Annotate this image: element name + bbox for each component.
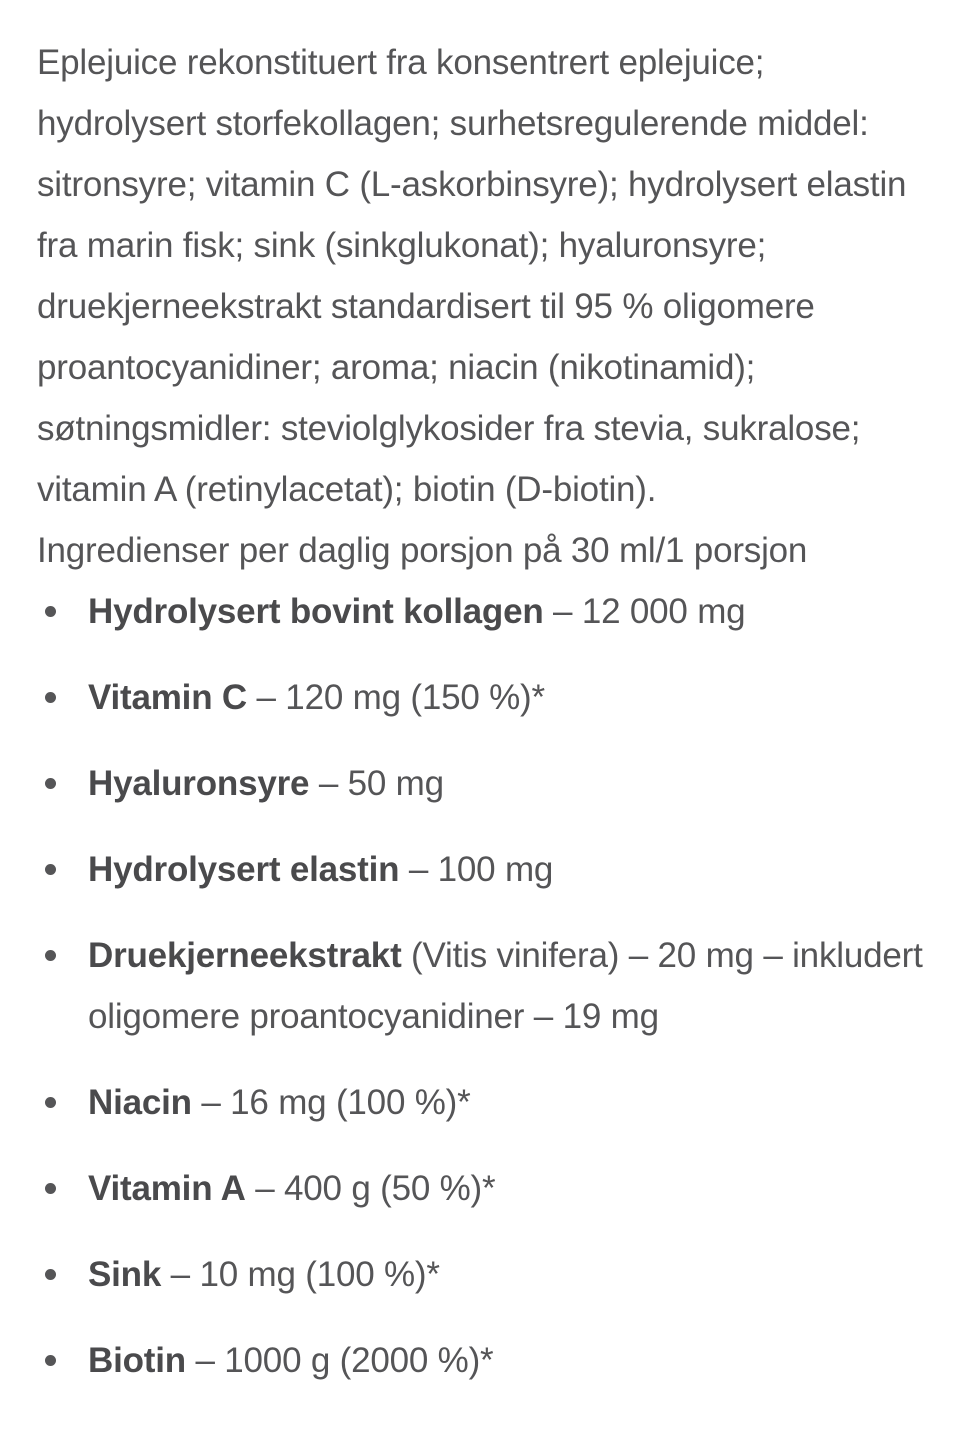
bullet-icon xyxy=(45,864,56,875)
nutrient-detail: – 1000 g (2000 %)* xyxy=(185,1341,494,1380)
list-item xyxy=(37,839,937,900)
nutrient-detail: – 100 mg xyxy=(399,850,554,889)
ingredients-content xyxy=(37,32,937,1416)
list-item xyxy=(37,581,937,642)
nutrient-name: Sink xyxy=(88,1255,162,1294)
list-item xyxy=(37,667,937,728)
bullet-icon xyxy=(45,1355,56,1366)
bullet-icon xyxy=(45,950,56,961)
list-item xyxy=(37,1158,937,1219)
nutrient-name: Vitamin A xyxy=(88,1169,246,1208)
nutrient-name: Biotin xyxy=(88,1341,186,1380)
nutrient-detail: – 16 mg (100 %)* xyxy=(191,1083,471,1122)
list-item xyxy=(37,1330,937,1391)
nutrient-detail: – 12 000 mg xyxy=(543,592,746,631)
list-item xyxy=(37,925,937,1047)
nutrient-list xyxy=(37,581,937,1391)
nutrient-name: Hydrolysert elastin xyxy=(88,850,400,889)
list-item xyxy=(37,1244,937,1305)
nutrient-name: Hyaluronsyre xyxy=(88,764,310,803)
nutrient-name: Hydrolysert bovint kollagen xyxy=(88,592,544,631)
bullet-icon xyxy=(45,1097,56,1108)
per-portion-intro: Ingredienser per daglig porsjon på 30 ml/1 porsjon xyxy=(37,531,808,570)
ingredients-paragraph: Eplejuice rekonstituert fra konsentrert eplejuice; hydrolysert storfekollagen; surhetsregulerende middel: sitronsyre; vitamin C (L-askorbinsyre); hydrolysert elastin fra marin fisk; sink (sinkglukonat); hyaluronsyre; druekjerneekstrakt standardisert til 95 % oligomere proantocyanidiner; aroma; niacin (nikotinamid); søtningsmidler: steviolglykosider fra stevia, sukralose; vitamin A (retinylacetat); biotin (D-biotin). xyxy=(37,43,907,509)
nutrient-name: Vitamin C xyxy=(88,678,247,717)
nutrient-detail: – 120 mg (150 %)* xyxy=(246,678,545,717)
nutrient-name: Druekjerneekstrakt xyxy=(88,936,402,975)
nutrient-detail: – 400 g (50 %)* xyxy=(245,1169,496,1208)
nutrient-detail: (Vitis vinifera) – 20 mg – inkludert oligomere proantocyanidiner – 19 mg xyxy=(88,936,923,1036)
bullet-icon xyxy=(45,606,56,617)
nutrient-detail: – 10 mg (100 %)* xyxy=(161,1255,440,1294)
bullet-icon xyxy=(45,778,56,789)
bullet-icon xyxy=(45,1269,56,1280)
bullet-icon xyxy=(45,1183,56,1194)
nutrient-name: Niacin xyxy=(88,1083,192,1122)
nutrient-detail: – 50 mg xyxy=(309,764,444,803)
bullet-icon xyxy=(45,692,56,703)
list-item xyxy=(37,1072,937,1133)
list-item xyxy=(37,753,937,814)
